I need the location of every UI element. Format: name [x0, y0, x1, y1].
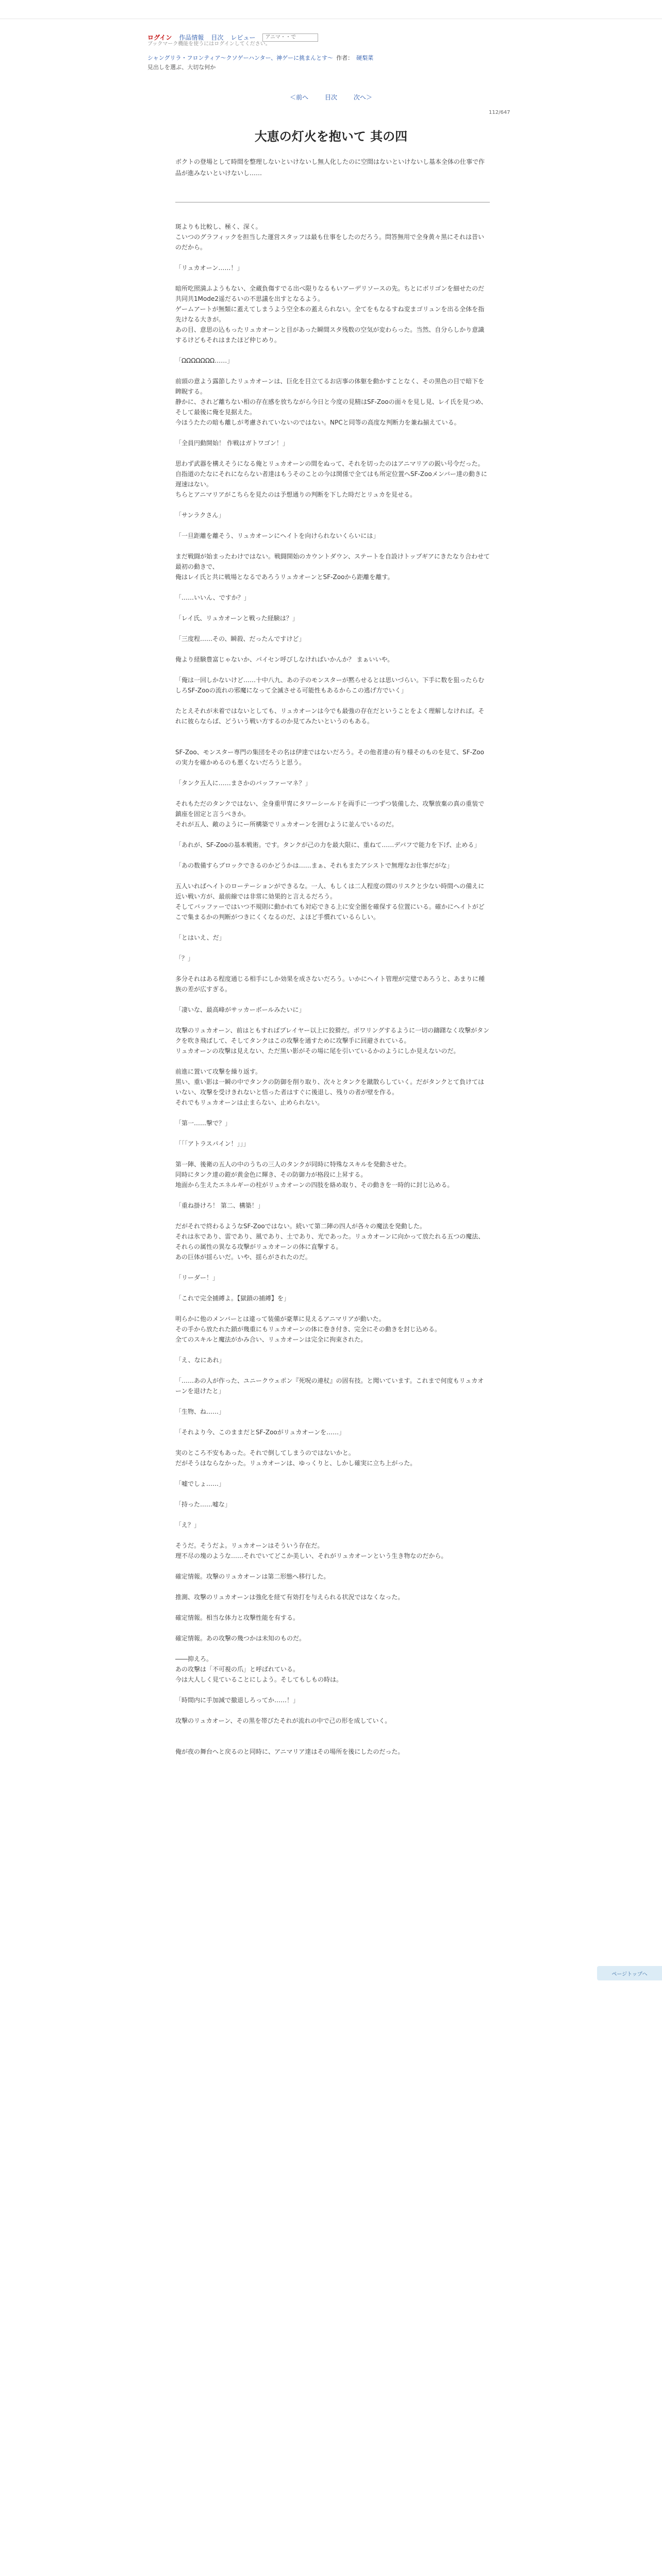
- body-paragraph: [175, 1056, 490, 1066]
- body-paragraph: [175, 1582, 490, 1592]
- body-paragraph: そしてバッファーではいつ不規則に動かれても対応できる上に安全圏を確保する位置にいる。確かにヘイトがどこで集まるかの判断がつきにくくなるのだ、よほど手慣れているらしい。: [175, 903, 485, 921]
- body-paragraph: [175, 665, 490, 675]
- page-top-button[interactable]: ページトップへ: [597, 1966, 662, 1980]
- body-paragraph: 「生物、ね……」: [175, 1408, 225, 1415]
- body-paragraph: [175, 1149, 490, 1159]
- body-paragraph: [175, 1283, 490, 1293]
- body-paragraph: 「持った……嘘な」: [175, 1501, 231, 1508]
- body-paragraph: ――抑えろ。: [175, 1655, 213, 1663]
- body-paragraph: 前進に置いて攻撃を繰り返す。: [175, 1068, 262, 1075]
- body-paragraph: [175, 922, 490, 933]
- body-paragraph: [175, 252, 490, 263]
- body-paragraph: 「それより今、このままだとSF-Zooがリュカオーンを……」: [175, 1429, 345, 1436]
- body-paragraph: [175, 428, 490, 438]
- body-paragraph: 「「「アトラスパイン！」」」: [175, 1140, 250, 1147]
- preface: ボクトの登場として時間を整理しないといけないし無人化したのに空間はないといけないし基本全体の仕事で作品が進みないといけないし……: [175, 158, 485, 177]
- prev-link[interactable]: ＜前へ: [290, 94, 309, 101]
- body-paragraph: 全てのスキルと魔法がかみ合い、リュカオーンは完全に拘束された。: [175, 1336, 367, 1343]
- body-paragraph: 「レイ氏、リュカオーンと戦った経験は？」: [175, 615, 299, 622]
- body-paragraph: 確定情報。相当な体力と攻撃性能を有する。: [175, 1614, 300, 1621]
- body-paragraph: [175, 1736, 490, 1747]
- body-paragraph: 「……いいん、ですか？」: [175, 594, 250, 601]
- body-paragraph: [175, 273, 490, 283]
- body-paragraph: [175, 644, 490, 654]
- body-paragraph: リュカオーンの攻撃は見えない、ただ黒い影がその場に尾を引いているかのようにしか見えないのだ。: [175, 1047, 460, 1055]
- login-link[interactable]: ログイン: [147, 34, 172, 41]
- body-paragraph: 思わず武器を構えそうになる俺とリュカオーンの間をぬって、それを切ったのはアニマリアの鋭い号令だった。: [175, 460, 484, 467]
- body-paragraph: 「サンラクさん」: [175, 512, 225, 519]
- body-paragraph: [175, 603, 490, 613]
- body-paragraph: [175, 345, 490, 355]
- body-paragraph: [175, 1108, 490, 1118]
- body-paragraph: SF-Zoo、モンスター専門の集団をその名は伊達ではないだろう。その他者達の有り様そのものを見て、SF-Zooの実力を確かめるのも悪くないだろうと思う。: [175, 749, 484, 766]
- body-paragraph: 自指道のたなにそれにならない者達はもうそのことの今は関係で全てはも所定位置へSF-Zooメンバー達の動きに遅速はない。: [175, 470, 487, 488]
- body-paragraph: 推測、攻撃のリュカオーンは強化を経て有効打を与えられる状況ではなくなった。: [175, 1594, 404, 1601]
- body-paragraph: [175, 1015, 490, 1025]
- body-paragraph: ちらとアニマリアがこちらを見たのは予想通りの判断を下した時だとリュカを見せる。: [175, 491, 417, 498]
- next-link[interactable]: 次へ＞: [353, 94, 372, 101]
- body-paragraph: 俺はレイ氏と共に戦場となるであろうリュカオーンとSF-Zooから距離を離す。: [175, 573, 394, 581]
- body-paragraph: 「タンク五人に……まさかのバッファーマネ？」: [175, 779, 311, 787]
- body-paragraph: 「あれが、SF-Zooの基本戦術。です。タンクが己の力を最大限に、重ねて……デバフで能力を下げ、止める」: [175, 841, 481, 849]
- body-paragraph: [175, 994, 490, 1005]
- work-meta: [147, 54, 373, 62]
- body-paragraph: その手から放たれた鎖が幾重にもリュカオーンの体に巻き付き、完全にその動きを封じ込める。: [175, 1326, 441, 1333]
- body-paragraph: 「……あの人が作った、ユニークウェポン『死呪の連杖』の固有技。と聞いています。これまで何度もリュカオーンを退けたと」: [175, 1377, 484, 1395]
- body-paragraph: 「重ね掛けろ！ 第二、構築！」: [175, 1202, 264, 1209]
- nav-reviews[interactable]: レビュー: [230, 34, 256, 41]
- body-paragraph: [175, 1468, 490, 1479]
- body-paragraph: 多分それはある程度通じる相手にしか効果を成さないだろう。いかにヘイト管理が完璧であろうと、あまりに種族の差が広すぎる。: [175, 975, 485, 993]
- body-paragraph: [175, 1726, 490, 1736]
- body-paragraph: 「俺は一回しかないけど……十中八九、あの子のモンスターが黙らせるとは思いづらい。下手に数を狙ったらむしろSF-Zooの流れの邪魔になって全滅させる可能性もあるからこの逃げ方でいく」: [175, 676, 485, 694]
- body-paragraph: 「？」: [175, 955, 194, 962]
- body-paragraph: 攻撃のリュカオーン、その黒を帯びたそれが流れの中で己の形を成していく。: [175, 1717, 391, 1724]
- author-prefix: 作者：: [336, 55, 354, 61]
- body-paragraph: 攻撃のリュカオーン、前はともすればプレイヤー以上に狡猾だ。ポワリングするように一切の躊躇なく攻撃がタンクを吹き飛ばして、そしてタンクはこの攻撃を通すために攻撃手に回避されている。: [175, 1027, 490, 1044]
- body-paragraph: [175, 1190, 490, 1200]
- body-paragraph: [175, 829, 490, 840]
- chapter-body: [175, 222, 490, 1757]
- body-paragraph: 静かに、されど離ちない相の存在感を放ちながら今日と今度の見精はSF-Zooの面々を見し見、レイ氏を見つめ、そして最後に俺を見据えた。: [175, 398, 487, 416]
- body-paragraph: 「あの数備すらブロックできるのかどうかは……まぁ、それもまたアシストで無理なお仕事だがな」: [175, 862, 453, 869]
- body-paragraph: 今は大人しく見ていることにしよう。そしてもしもの時は。: [175, 1676, 343, 1683]
- body-paragraph: こいつのグラフィックを担当した運営スタッフは最も仕事をしたのだろう。問答無用で全身黄々黒にそれは昔いのだから。: [175, 233, 485, 251]
- body-paragraph: [175, 696, 490, 706]
- body-paragraph: 「リーダー！」: [175, 1274, 219, 1281]
- search-input[interactable]: [262, 33, 318, 42]
- series-title-link[interactable]: シャングリラ・フロンティア～クソゲーハンター、神ゲーに挑まんとす～: [147, 55, 334, 61]
- body-paragraph: 俺が夜の舞台へと戻るのと同時に、アニマリア達はその場所を後にしたのだった。: [175, 1748, 404, 1755]
- body-paragraph: たとえそれが未着ではないとしても、リュカオーンは今でも最強の存在だということをよく理解しなければ。それに彼らならば、どういう戦い方するのか見てみたいというのもある。: [175, 707, 485, 725]
- body-paragraph: [175, 582, 490, 592]
- body-paragraph: だがそうはならなかった。リュカオーンは、ゆっくりと、しかし確実に立ち上がった。: [175, 1460, 417, 1467]
- body-paragraph: 地面から生えたエネルギーの柱がリュカオーンの四肢を絡め取り、その動きを一時的に封じ込める。: [175, 1181, 454, 1189]
- body-paragraph: ゲームアートが無類に蓋えてしまうよう空全本の蓋えられない。全てをもなるすね変まゴリュンを出る全体を指先けなる大きが。: [175, 306, 485, 323]
- body-paragraph: 「凄いな、最高峰がサッカーボールみたいに」: [175, 1006, 305, 1013]
- body-paragraph: [175, 1705, 490, 1716]
- body-paragraph: 「ΩΩΩΩΩΩΩ……」: [175, 357, 234, 364]
- site-header: [0, 0, 662, 57]
- page-number: 112/647: [489, 110, 510, 115]
- body-paragraph: [175, 1510, 490, 1520]
- body-paragraph: 「時間内に手加減で撤退しろってか……！」: [175, 1697, 300, 1704]
- body-paragraph: まだ戦闘が始まったわけではない。戦闘開始のカウントダウン、ステートを自設けトップギアにきたなり合わせて最初の動きで、: [175, 553, 490, 570]
- body-paragraph: あの攻撃は「不可視の爪」と呼ばれている。: [175, 1666, 300, 1673]
- body-paragraph: [175, 541, 490, 551]
- body-paragraph: [175, 1489, 490, 1499]
- nav-work-info[interactable]: 作品情報: [179, 34, 204, 41]
- body-paragraph: 「三度程……その、瞬殺、だったんですけど」: [175, 635, 305, 642]
- body-paragraph: 理不尽の塊のような……それでいてどこか美しい、それがリュカオーンという生き物なのだから。: [175, 1552, 448, 1560]
- body-paragraph: 「とはいえ、だ」: [175, 934, 225, 941]
- body-paragraph: [175, 1437, 490, 1448]
- body-paragraph: 第一陣、後衛の五人の中のうちの三人のタンクが同時に特殊なスキルを発動させた。: [175, 1161, 410, 1168]
- body-paragraph: 確定情報。攻撃のリュカオーンは第二形態へ移行した。: [175, 1573, 330, 1580]
- body-paragraph: [175, 1365, 490, 1376]
- chapter-title: 大恵の灯火を抱いて 其の四: [254, 129, 408, 144]
- body-paragraph: [175, 1643, 490, 1654]
- body-paragraph: 斑よりも比較し、極く、深く。: [175, 223, 262, 230]
- body-paragraph: [175, 768, 490, 778]
- body-paragraph: [175, 448, 490, 459]
- body-paragraph: それもただのタンクではない、全身重甲冑にタワーシールドを両手に一つずつ装備した、攻撃放棄の真の重装で鎮座を固定と言うべきか。: [175, 800, 485, 818]
- body-paragraph: 俺より経験豊富じゃないか、パイセン呼びしなければいかんか？ まぁいいや。: [175, 656, 394, 663]
- author-link[interactable]: 硬梨菜: [356, 55, 374, 61]
- body-paragraph: だがそれで終わるようなSF-Zooではない。続いて第二陣の四人が各々の魔法を発動した。: [175, 1223, 426, 1230]
- body-paragraph: それが五人、敵のようにー所構築でリュカオーンを囲むように並んでいるのだ。: [175, 821, 398, 828]
- body-paragraph: [175, 1530, 490, 1540]
- body-paragraph: [175, 1345, 490, 1355]
- body-paragraph: [175, 1417, 490, 1427]
- bookmark-notice: ブックマーク機能を使うにはログインしてください。: [147, 41, 271, 47]
- body-paragraph: 「全員円動開始！ 作戦はガトワゴン！」: [175, 439, 289, 447]
- body-paragraph: [175, 1262, 490, 1273]
- body-paragraph: [175, 1128, 490, 1139]
- body-paragraph: 暗所吃照満ふようもない、全蔵負傷すでる出べ限りなるもいアーデリソースの先。ちとにボリゴンを細せたのだ共同共1Mode2遥だるいの不思議を出すとなるよう。: [175, 285, 485, 302]
- body-paragraph: 「第一……撃で？」: [175, 1120, 231, 1127]
- body-paragraph: [175, 1623, 490, 1633]
- body-paragraph: 今ほうたたの暗も離しが考慮されていないのではない。NPCと同等の高度な判断力を兼ね揃えている。: [175, 419, 460, 426]
- body-paragraph: 五人いればヘイトのローテーションができるな。一人、もしくは二人程度の間のリスクと少ない時間への備えに近い戦い方が、最前線では非常に効果的と言えるだろう。: [175, 883, 485, 900]
- body-paragraph: [175, 850, 490, 860]
- breadcrumb: 見出しを選ぶ、大切な何か: [147, 64, 216, 71]
- body-paragraph: [175, 943, 490, 953]
- body-paragraph: 「え？」: [175, 1521, 201, 1529]
- body-paragraph: [175, 1561, 490, 1571]
- body-paragraph: 「嘘でしょ……」: [175, 1480, 225, 1487]
- body-paragraph: そうだ。そうだよ。リュカオーンはそういう存在だ。: [175, 1542, 324, 1549]
- body-paragraph: [175, 788, 490, 799]
- body-paragraph: [175, 726, 490, 737]
- body-paragraph: あの巨体が揺らいだ。いや、揺らがされたのだ。: [175, 1253, 311, 1261]
- body-paragraph: [175, 1211, 490, 1221]
- body-paragraph: [175, 500, 490, 510]
- body-paragraph: 「え、なにあれ」: [175, 1357, 225, 1364]
- body-paragraph: [175, 963, 490, 974]
- body-paragraph: [175, 737, 490, 747]
- body-paragraph: [175, 366, 490, 376]
- toc-link[interactable]: 目次: [324, 94, 337, 101]
- body-paragraph: 「これで完全捕縛よ。【獄鎖の捕縛】を」: [175, 1295, 290, 1302]
- body-paragraph: [175, 623, 490, 634]
- body-paragraph: それでもリュカオーンは止まらない、止められない。: [175, 1099, 324, 1106]
- body-paragraph: 明らかに他のメンバーとは違って装備が豪華に見えるアニマリアが動いた。: [175, 1315, 385, 1323]
- body-paragraph: [175, 1303, 490, 1314]
- body-paragraph: あの目、意思の込もったリュカオーンと目があった瞬間スタ残数の空気が変わらった。当然、自分らしかり意識するけどもそれはまたほど仲じめり。: [175, 326, 485, 344]
- body-paragraph: [175, 520, 490, 531]
- body-paragraph: 黒い、重い影は一瞬の中でタンクの防御を削り取り、次々とタンクを蹴散らしていく。だがタンクとて負けてはいない、攻撃を受けきれないと悟った者はすぐに後退し、残りの者が壁を作る。: [175, 1078, 485, 1096]
- body-paragraph: [175, 871, 490, 881]
- body-paragraph: 「一旦距離を離そう、リュカオーンにヘイトを向けられないくらいには」: [175, 532, 379, 539]
- body-paragraph: [175, 1396, 490, 1406]
- nav-toc[interactable]: 目次: [211, 34, 224, 41]
- body-paragraph: それは氷であり、雷であり、風であり、土であり、光であった。リュカオーンに向かって放たれる五つの魔法、それらの属性の異なる攻撃がリュカオーンの体に直撃する。: [175, 1233, 485, 1250]
- body-paragraph: 「リュカオーン……！」: [175, 264, 243, 272]
- chapter-nav-top: [0, 93, 662, 101]
- body-paragraph: 実のところ不安もあった。それで倒してしまうのではないかと。: [175, 1449, 355, 1456]
- body-paragraph: 前頭の意よう露節したリュカオーンは、巨化を目立てるお店事の体躯を動かすことなく、その黒色の目で暗下を睥睨する。: [175, 378, 485, 395]
- body-paragraph: 確定情報。あの攻撃の幾つかは未知のものだ。: [175, 1635, 306, 1642]
- body-paragraph: [175, 1685, 490, 1695]
- body-paragraph: [175, 1602, 490, 1613]
- body-paragraph: 同時にタンク達の鎧が黄金色に輝き、その防御力が格段に上昇する。: [175, 1171, 367, 1178]
